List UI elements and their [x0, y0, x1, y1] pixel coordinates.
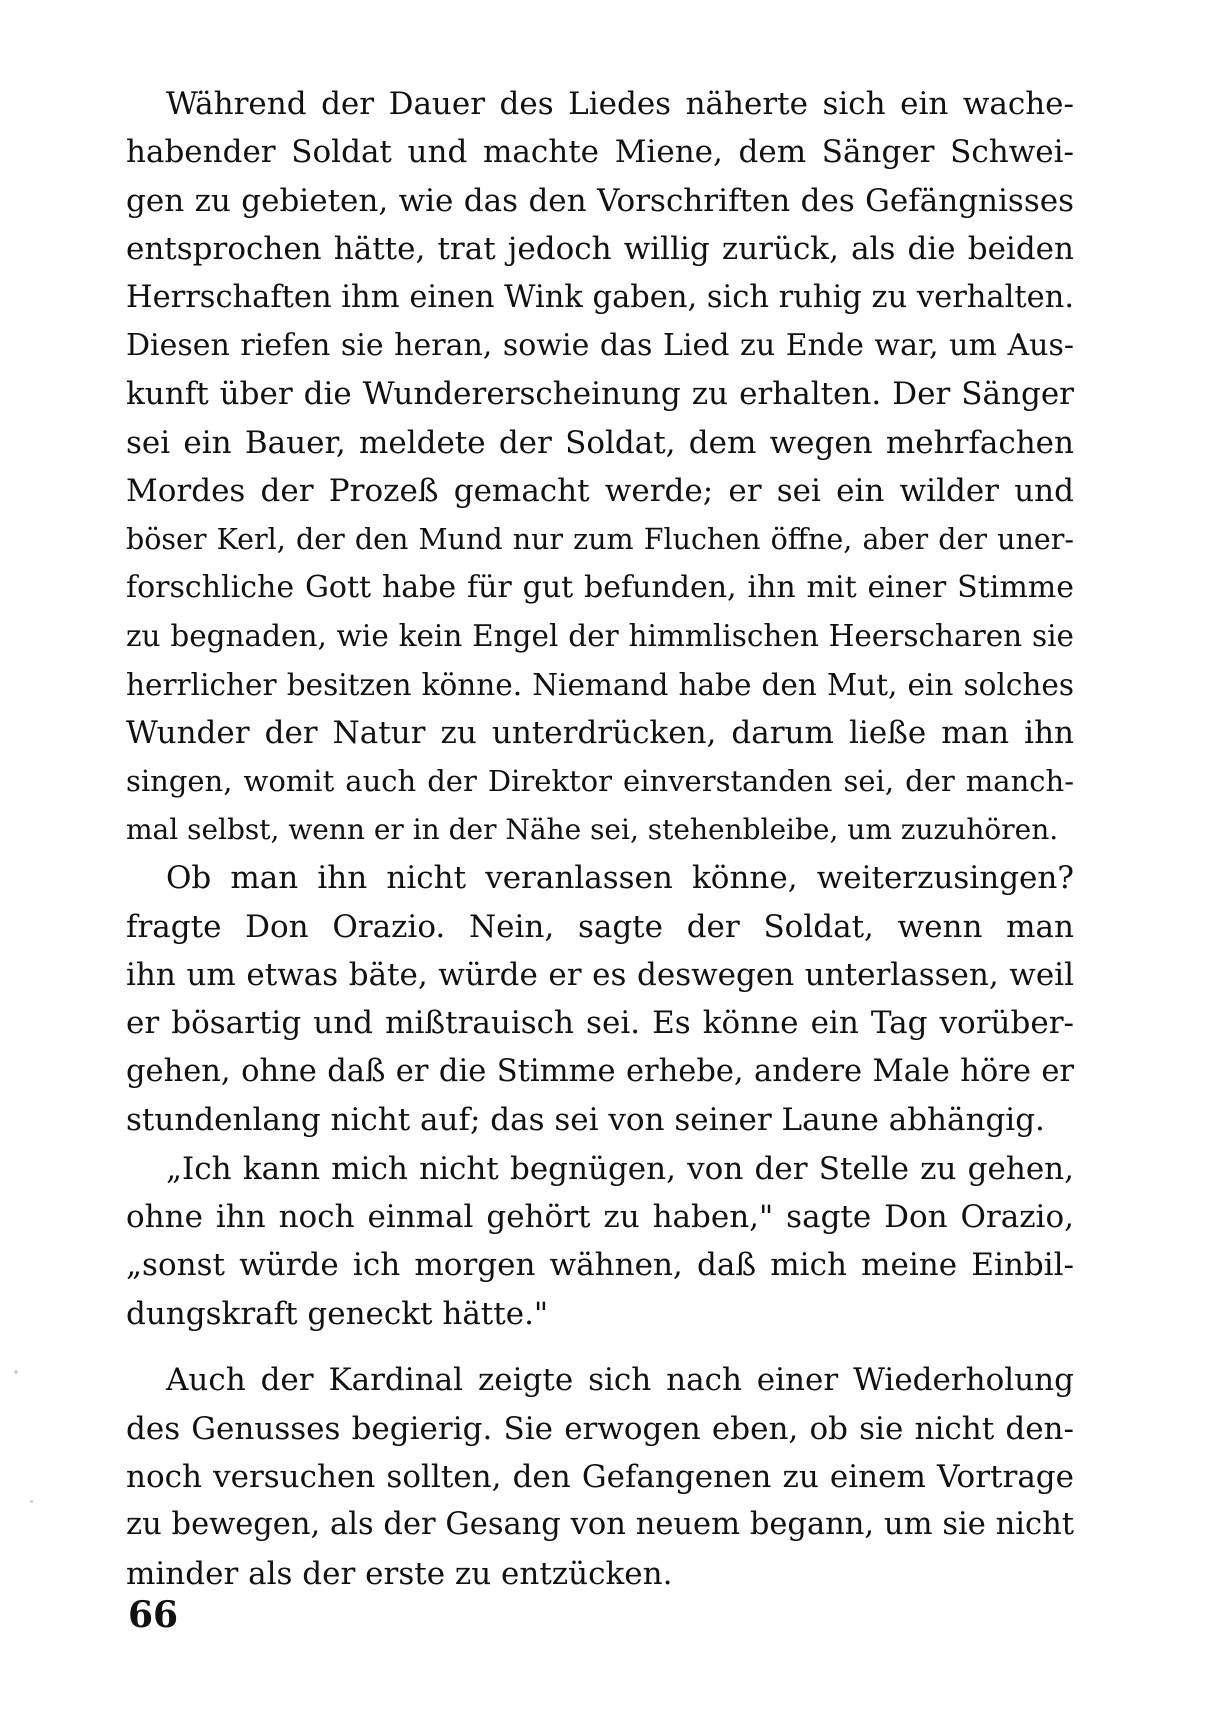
text-line: entsprochen hätte, trat jedoch willig zurück, als die beiden [126, 231, 1074, 268]
text-line: des Genusses begierig. Sie erwogen eben, ob sie nicht den- [126, 1410, 1074, 1447]
paragraph-3 [126, 1145, 1074, 1339]
text-line: „sonst würde ich morgen wähnen, daß mich meine Einbil- [126, 1247, 1074, 1284]
body-text [126, 80, 1074, 1598]
text-line: singen, womit auch der Direktor einverstanden sei, der manch- [126, 764, 1074, 799]
text-line: ohne ihn noch einmal gehört zu haben," sagte Don Orazio, [126, 1198, 1074, 1235]
text-line: Auch der Kardinal zeigte sich nach einer Wiederholung [166, 1362, 1074, 1399]
text-line: gehen, ohne daß er die Stimme erhebe, andere Male höre er [126, 1053, 1074, 1089]
text-line: kunft über die Wundererscheinung zu erhalten. Der Sänger [126, 376, 1074, 413]
paper-speck [30, 1500, 33, 1503]
text-line: er bösartig und mißtrauisch sei. Es könne ein Tag vorüber- [126, 1005, 1074, 1042]
paper-speck [14, 1370, 18, 1374]
paragraph-gap [126, 1338, 1074, 1356]
text-line: noch versuchen sollten, den Gefangenen zu einem Vortrage [126, 1458, 1074, 1495]
text-line: Herrschaften ihm einen Wink gaben, sich ruhig zu verhalten. [126, 279, 1075, 315]
text-line: stundenlang nicht auf; das sei von seiner Laune abhängig. [126, 1102, 1045, 1139]
text-line: böser Kerl, der den Mund nur zum Fluchen öffne, aber der uner- [126, 522, 1074, 556]
text-line: zu bewegen, als der Gesang von neuem begann, um sie nicht [126, 1507, 1074, 1543]
text-line: Ob man ihn nicht veranlassen könne, weiterzusingen? [166, 860, 1074, 897]
text-line: mal selbst, wenn er in der Nähe sei, stehenbleibe, um zuzuhören. [126, 812, 1059, 846]
page-number: 66 [128, 1594, 179, 1636]
text-line: zu begnaden, wie kein Engel der himmlischen Heerscharen sie [126, 619, 1074, 654]
text-line: sei ein Bauer, meldete der Soldat, dem wegen mehrfachen [126, 424, 1074, 461]
paragraph-1 [126, 80, 1074, 854]
text-line: Wunder der Natur zu unterdrücken, darum ließe man ihn [126, 715, 1074, 752]
text-line: dungskraft geneckt hätte." [126, 1295, 549, 1332]
text-line: ihn um etwas bäte, würde er es deswegen unterlassen, weil [126, 957, 1074, 994]
text-line: herrlicher besitzen könne. Niemand habe den Mut, ein solches [126, 667, 1074, 702]
text-line: „Ich kann mich nicht begnügen, von der Stelle zu gehen, [166, 1150, 1074, 1187]
paragraph-2 [126, 854, 1074, 1144]
text-line: gen zu gebieten, wie das den Vorschriften des Gefängnisses [126, 182, 1074, 219]
paragraph-4 [126, 1356, 1074, 1598]
text-line: habender Soldat und machte Miene, dem Sänger Schwei- [126, 134, 1074, 171]
text-line: minder als der erste zu entzücken. [126, 1555, 673, 1592]
text-line: Während der Dauer des Liedes näherte sich ein wache- [166, 86, 1074, 122]
text-line: Diesen riefen sie heran, sowie das Lied zu Ende war, um Aus- [126, 327, 1074, 363]
text-line: forschliche Gott habe für gut befunden, ihn mit einer Stimme [126, 569, 1074, 605]
text-line: fragte Don Orazio. Nein, sagte der Soldat, wenn man [126, 908, 1074, 945]
text-line: Mordes der Prozeß gemacht werde; er sei ein wilder und [126, 473, 1074, 510]
